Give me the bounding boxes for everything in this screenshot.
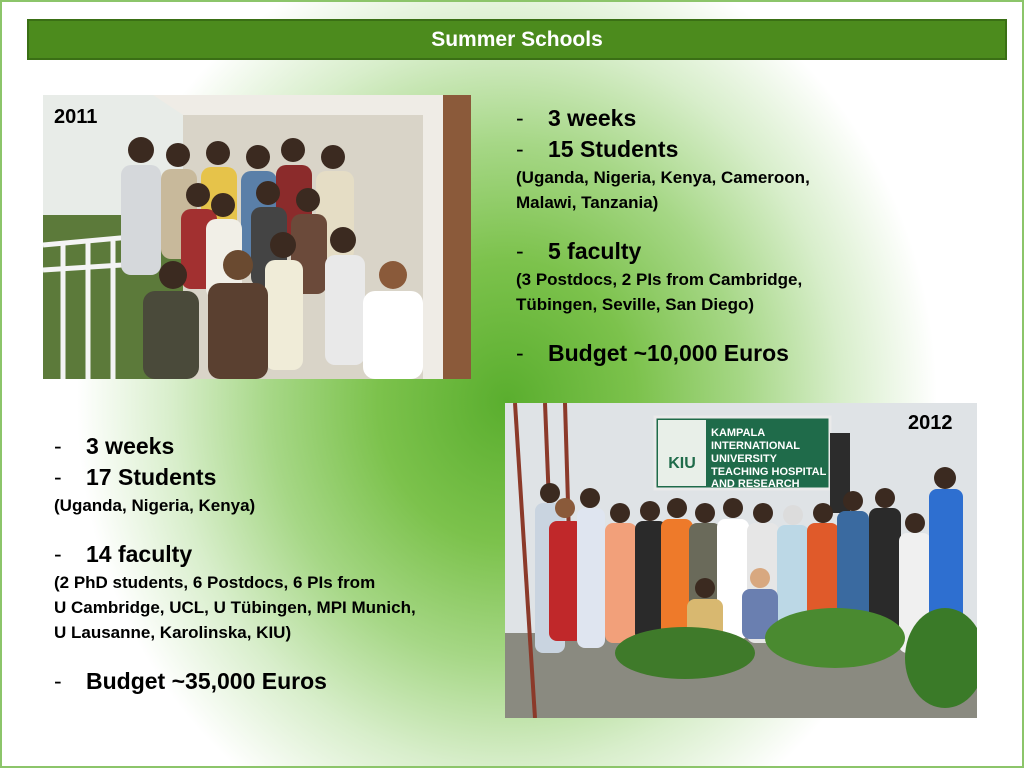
faculty-detail: (2 PhD students, 6 Postdocs, 6 PIs from U Cambridge, UCL, U Tübingen, MPI Munich, U Lausanne, Karolinska, KIU)	[54, 573, 416, 642]
list-item: - Budget ~35,000 Euros	[54, 666, 494, 697]
duration-text: 3 weeks	[86, 433, 175, 459]
faculty-text: 5 faculty	[548, 238, 642, 264]
students-text: 15 Students	[548, 136, 679, 162]
sign-line: AND RESEARCH	[711, 478, 800, 490]
list-item: - 5 faculty	[516, 236, 876, 267]
details-2012	[54, 431, 494, 697]
students-countries: (Uganda, Nigeria, Kenya, Cameroon, Malawi, Tanzania)	[516, 168, 810, 212]
duration-text: 3 weeks	[548, 105, 637, 131]
sign-line: TEACHING HOSPITAL	[711, 466, 827, 478]
students-countries: (Uganda, Nigeria, Kenya)	[54, 496, 256, 515]
list-item: - Budget ~10,000 Euros	[516, 338, 876, 369]
details-2011	[516, 103, 876, 369]
list-item: - 3 weeks	[516, 103, 876, 134]
sign-logo: KIU	[668, 455, 696, 472]
faculty-text: 14 faculty	[86, 541, 193, 567]
students-text: 17 Students	[86, 464, 217, 490]
sign-line: INTERNATIONAL	[711, 440, 801, 452]
budget-text: Budget ~35,000 Euros	[86, 668, 327, 694]
year-2012-label: 2012	[908, 412, 953, 434]
list-item: - 14 faculty	[54, 539, 494, 570]
sign-line: UNIVERSITY	[711, 453, 778, 465]
sign-line: KAMPALA	[711, 427, 766, 439]
budget-text: Budget ~10,000 Euros	[548, 340, 789, 366]
list-item: - 17 Students	[54, 462, 494, 493]
slide-title: Summer Schools	[27, 19, 1007, 60]
photo-2011-group	[43, 95, 471, 379]
list-item: - 3 weeks	[54, 431, 494, 462]
faculty-detail: (3 Postdocs, 2 PIs from Cambridge, Tübingen, Seville, San Diego)	[516, 270, 803, 314]
photo-2012-group	[505, 403, 977, 718]
year-2011-label: 2011	[54, 106, 98, 128]
list-item: - 15 Students	[516, 134, 876, 165]
